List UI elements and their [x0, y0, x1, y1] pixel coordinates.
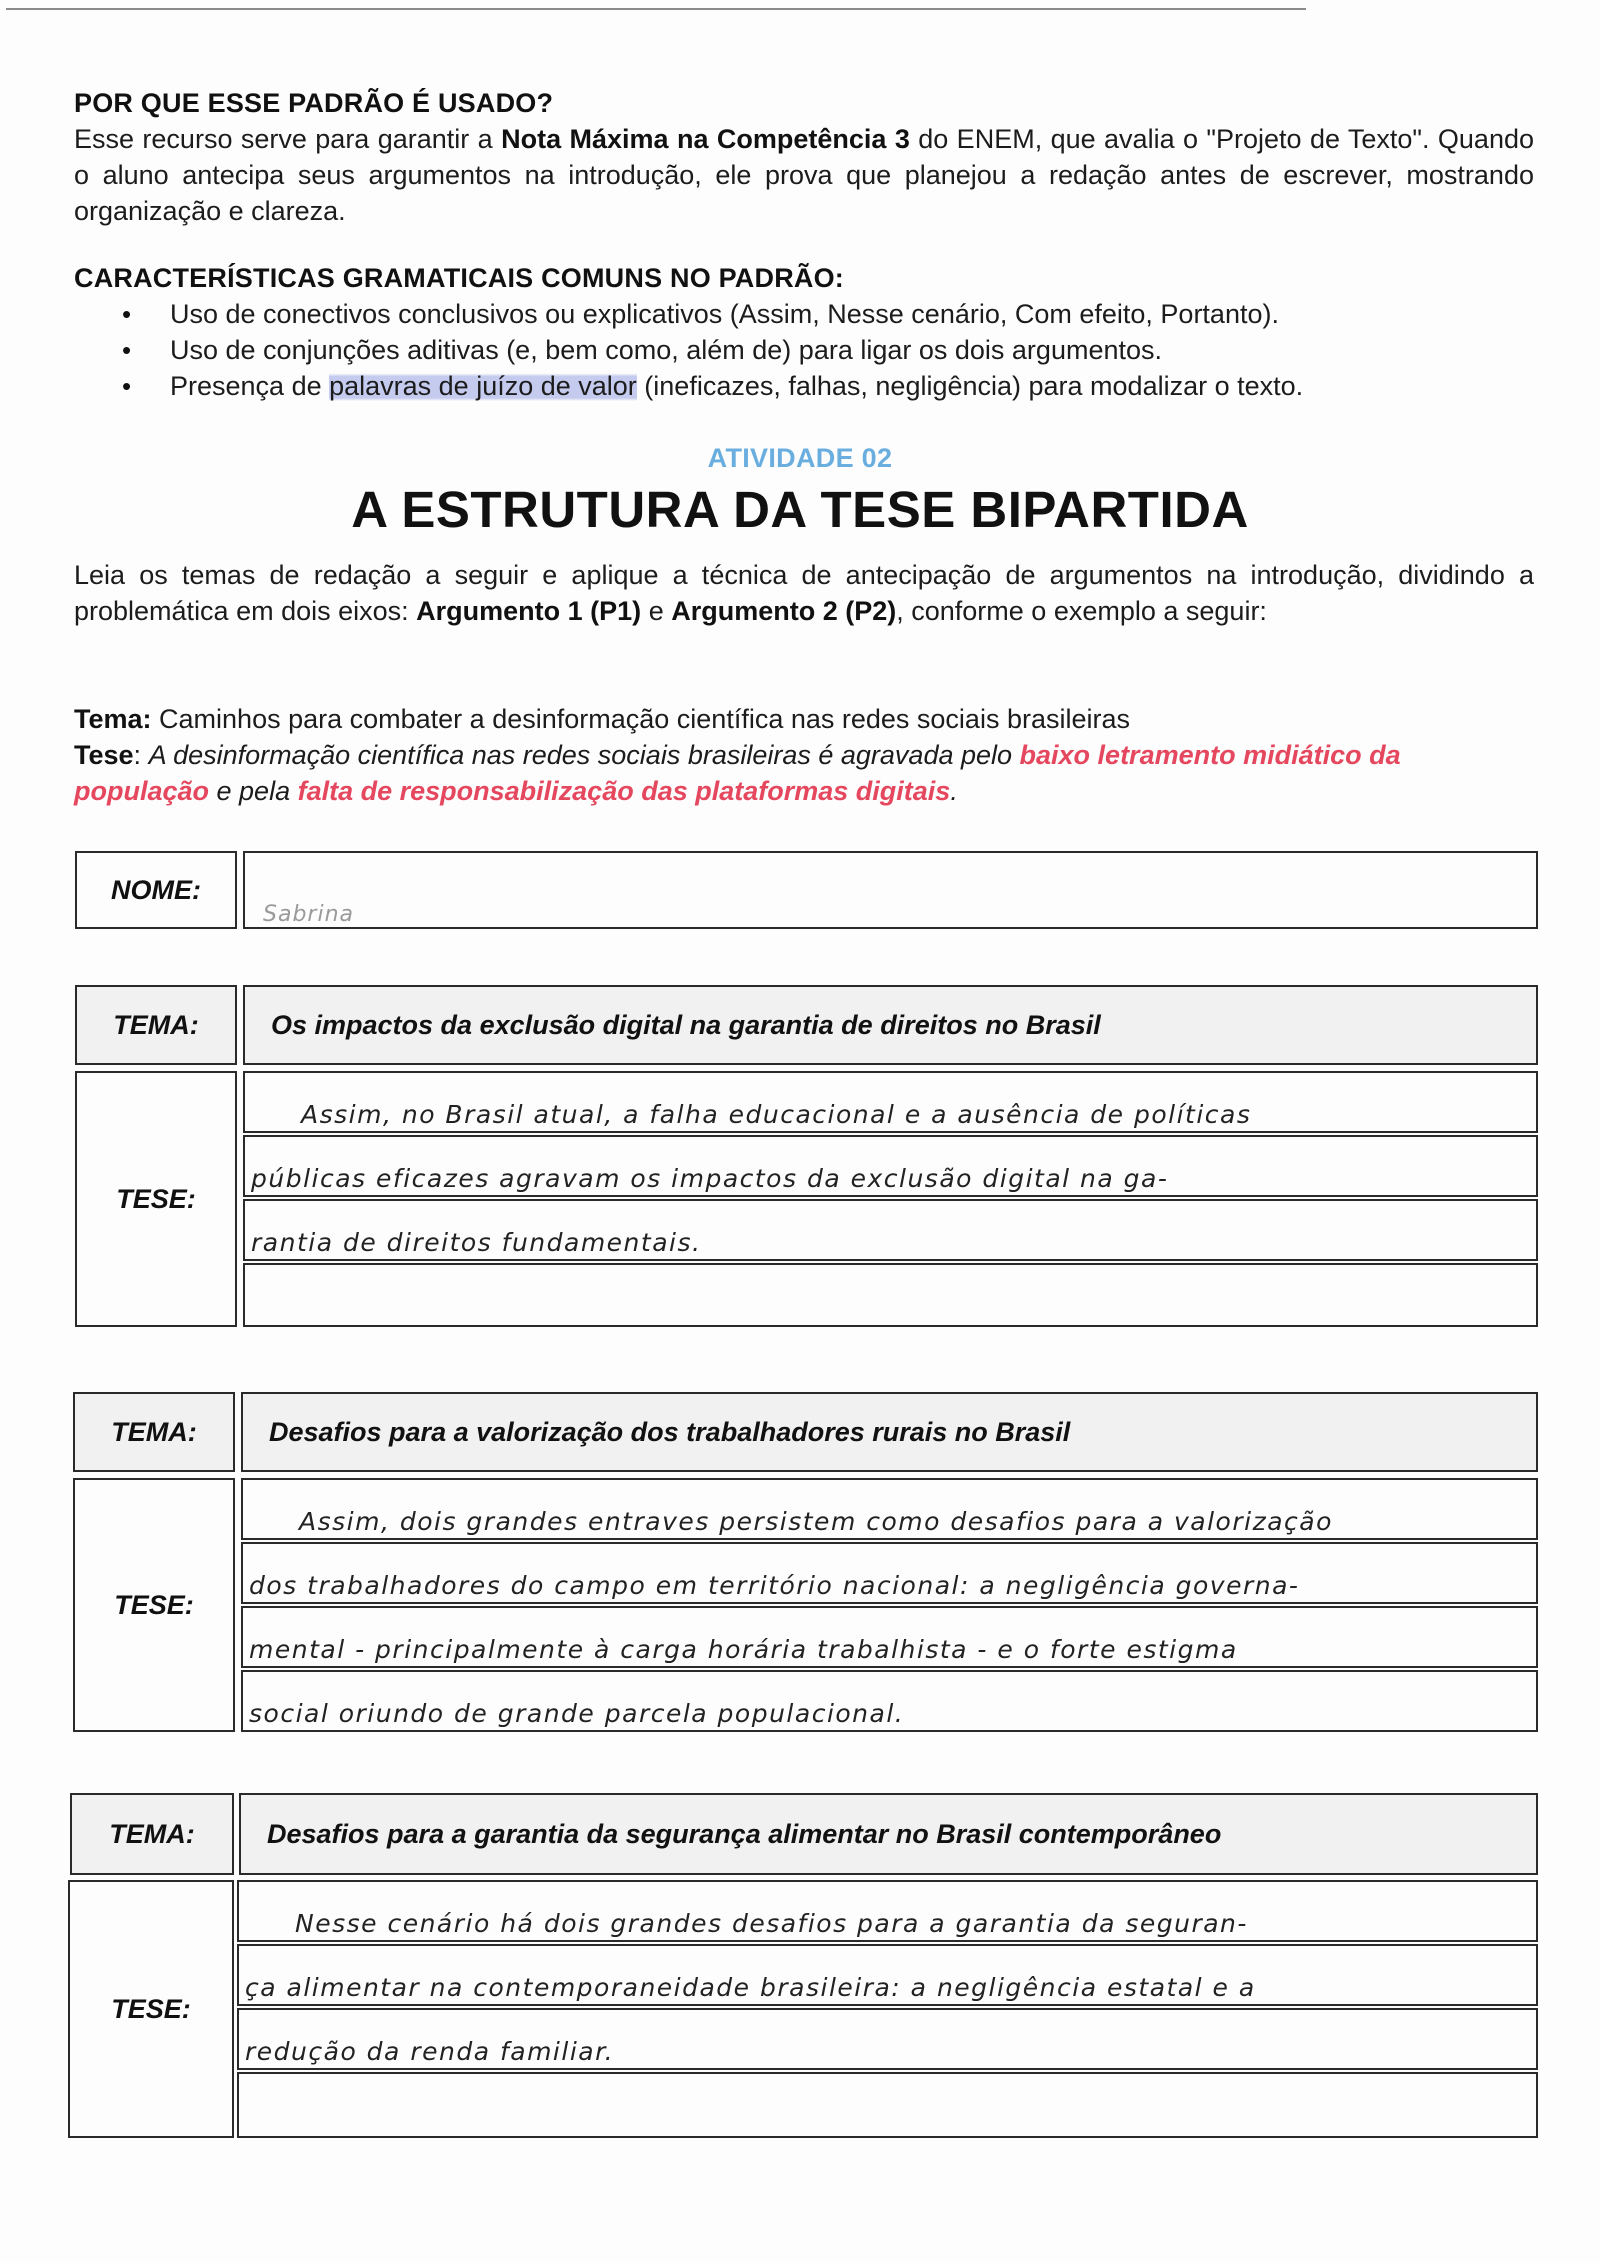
tema-value: Desafios para a valorização dos trabalhadores rurais no Brasil [241, 1392, 1538, 1472]
why-bold: Nota Máxima na Competência 3 [501, 124, 910, 154]
handwritten-line: públicas eficazes agravam os impactos da exclusão digital na ga- [251, 1164, 1169, 1193]
why-heading: POR QUE ESSE PADRÃO É USADO? [74, 88, 554, 118]
handwritten-line: redução da renda familiar. [245, 2037, 615, 2066]
handwritten-line: Nesse cenário há dois grandes desafios para a garantia da seguran- [295, 1909, 1248, 1938]
name-label: NOME: [75, 851, 237, 929]
tese-label: TESE: [68, 1880, 234, 2138]
feature-item: • Uso de conectivos conclusivos ou explicativos (Assim, Nesse cenário, Com efeito, Portanto). [170, 296, 1534, 332]
example-tema: Tema: Caminhos para combater a desinformação científica nas redes sociais brasileiras [74, 704, 1130, 734]
handwritten-line: mental - principalmente à carga horária trabalhista - e o forte estigma [249, 1635, 1238, 1664]
features-heading: CARACTERÍSTICAS GRAMATICAIS COMUNS NO PADRÃO: [74, 263, 844, 293]
tese-line-field[interactable] [243, 1135, 1538, 1197]
handwritten-line: dos trabalhadores do campo em território nacional: a negligência governa- [249, 1571, 1300, 1600]
name-value: Sabrina [263, 902, 354, 927]
page-top-rule [6, 8, 1306, 10]
handwritten-line: ça alimentar na contemporaneidade brasileira: a negligência estatal e a [245, 1973, 1256, 2002]
example-section [74, 701, 1534, 809]
arg2-label: Argumento 2 (P2) [671, 596, 897, 626]
tese-label: TESE: [73, 1478, 235, 1732]
highlighted-text: palavras de juízo de valor [329, 371, 637, 401]
why-section [74, 85, 1534, 229]
name-field[interactable] [243, 851, 1538, 929]
tese-line-field[interactable] [237, 2072, 1538, 2138]
tese-line-field[interactable] [243, 1071, 1538, 1133]
features-list [74, 296, 1534, 404]
tese-label: TESE: [75, 1071, 237, 1327]
handwritten-line: Assim, dois grandes entraves persistem como desafios para a valorização [299, 1507, 1333, 1536]
tese-line-field[interactable] [241, 1606, 1538, 1668]
page-title: A ESTRUTURA DA TESE BIPARTIDA [351, 481, 1249, 538]
tema-value: Os impactos da exclusão digital na garantia de direitos no Brasil [243, 985, 1538, 1065]
tese-line-field[interactable] [241, 1542, 1538, 1604]
activity-label: ATIVIDADE 02 [707, 443, 893, 473]
tese-line-field[interactable] [241, 1478, 1538, 1540]
tese-line-field[interactable] [237, 1880, 1538, 1942]
tese-line-field[interactable] [237, 2008, 1538, 2070]
handwritten-line: social oriundo de grande parcela populacional. [249, 1699, 905, 1728]
features-section [74, 260, 1534, 404]
argument-1-highlight: baixo letramento midiático da população [74, 740, 1401, 806]
arg1-label: Argumento 1 (P1) [416, 596, 642, 626]
tese-line-field[interactable] [237, 1944, 1538, 2006]
why-paragraph: Esse recurso serve para garantir a Nota Máxima na Competência 3 do ENEM, que avalia o "Projeto de Texto". Quando o aluno antecipa seus argumentos na introdução, ele prova que planejou a redação antes de escrever, mostrando organização e clareza. [74, 124, 1534, 226]
instructions: Leia os temas de redação a seguir e aplique a técnica de antecipação de argumentos na introdução, dividindo a problemática em dois eixos: Argumento 1 (P1) e Argumento 2 (P2), conforme o exemplo a seguir: [74, 560, 1534, 626]
feature-item: • Uso de conjunções aditivas (e, bem como, além de) para ligar os dois argumentos. [170, 332, 1534, 368]
handwritten-line: Assim, no Brasil atual, a falha educacional e a ausência de políticas [301, 1100, 1252, 1129]
example-tese: Tese: A desinformação científica nas redes sociais brasileiras é agravada pelo baixo letramento midiático da população e pela falta de responsabilização das plataformas digitais. [74, 740, 1401, 806]
tema-label: TEMA: [70, 1793, 234, 1875]
tese-line-field[interactable] [241, 1670, 1538, 1732]
feature-item: • Presença de palavras de juízo de valor (ineficazes, falhas, negligência) para modalizar o texto. [170, 368, 1534, 404]
tema-value: Desafios para a garantia da segurança alimentar no Brasil contemporâneo [239, 1793, 1538, 1875]
argument-2-highlight: falta de responsabilização das plataformas digitais [297, 776, 951, 806]
tese-line-field[interactable] [243, 1263, 1538, 1327]
tema-label: TEMA: [73, 1392, 235, 1472]
tese-line-field[interactable] [243, 1199, 1538, 1261]
tema-label: TEMA: [75, 985, 237, 1065]
handwritten-line: rantia de direitos fundamentais. [251, 1228, 702, 1257]
